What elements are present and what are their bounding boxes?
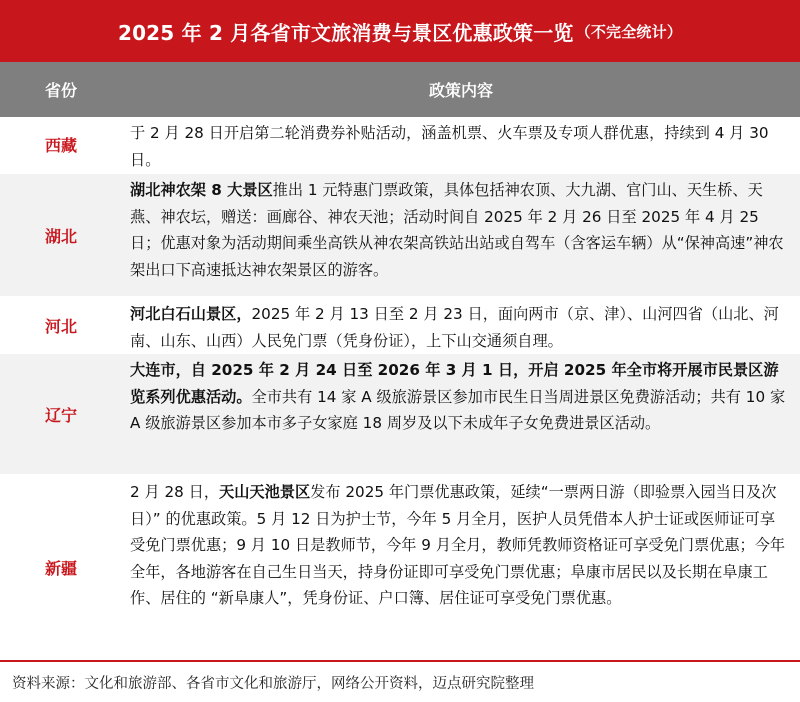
province-cell: 西藏 <box>44 136 77 155</box>
header-province: 省份 <box>44 81 77 100</box>
policy-highlight: 湖北神农架 8 大景区 <box>130 181 273 199</box>
table-row-liaoning <box>0 354 800 476</box>
table-row-xizang <box>0 117 800 174</box>
content-cell <box>122 354 800 474</box>
content-cell <box>122 174 800 296</box>
province-cell: 河北 <box>44 316 77 336</box>
policy-text: 推出 1 元特惠门票政策，具体包括神农顶、大九湖、官门山、天生桥、天燕、神农坛，赠送：画廊谷、神农天池；活动时间自 2025 年 2 月 26 日至 2025 年 4 月 25 日；优惠对象为活动期间乘坐高铁从神农架高铁站出站或自驾车（含客运车辆）从“保神高速”神农架出口下高速抵达神农架景区的游客。 <box>130 181 784 279</box>
table-title <box>0 0 800 62</box>
policy-text: 发布 2025 年门票优惠政策，延续“一票两日游（即验票入园当日及次日）” 的优惠政策。5 月 12 日为护士节，今年 5 月全月，医护人员凭借本人护士证或医师证可享受免门票优惠；9 月 10 日是教师节，今年 9 月全月，教师凭教师资格证可享受免门票优惠；今年全年，各地游客在自己生日当天，持身份证即可享受免门票优惠；阜康市居民以及长期在阜康工作、居住的 “新阜康人”，凭身份证、户口簿、居住证可享受免门票优惠。 <box>130 483 786 607</box>
policy-text: 2 月 28 日， <box>130 483 220 501</box>
policy-text: 于 2 月 28 日开启第二轮消费券补贴活动，涵盖机票、火车票及专项人群优惠，持续到 4 月 30 日。 <box>130 124 769 169</box>
policy-highlight: 河北白石山景区， <box>130 305 252 323</box>
table-header <box>0 62 800 117</box>
content-cell <box>122 298 800 352</box>
table-row-xinjiang <box>0 476 800 660</box>
table-row-hebei <box>0 298 800 354</box>
province-cell: 湖北 <box>44 226 77 246</box>
policy-text: 全市共有 14 家 A 级旅游景区参加市民生日当周进景区免费游活动；共有 10 家 A 级旅游景区参加本市多子女家庭 18 周岁及以下未成年子女免费进景区活动。 <box>130 387 786 432</box>
policy-text: 2025 年 2 月 13 日至 2 月 23 日，面向两市（京、津）、山河四省（山北、河南、山东、山西）人民免门票（凭身份证），上下山交通须自理。 <box>130 305 779 350</box>
policy-highlight: 大连市，自 2025 年 2 月 24 日至 2026 年 3 月 1 日，开启 2025 年全市将开展市民景区游览系列优惠活动。 <box>130 361 779 406</box>
content-cell <box>122 117 800 172</box>
province-cell: 辽宁 <box>44 405 77 425</box>
table-row-hubei <box>0 174 800 298</box>
source-note: 资料来源：文化和旅游部、各省市文化和旅游厅，网络公开资料，迈点研究院整理 <box>0 660 800 702</box>
province-cell: 新疆 <box>44 558 77 578</box>
title-note: （不完全统计） <box>575 22 683 41</box>
header-content: 政策内容 <box>428 81 493 100</box>
policy-highlight: 天山天池景区 <box>219 483 311 501</box>
content-cell <box>122 476 800 658</box>
title-main: 2025 年 2 月各省市文旅消费与景区优惠政策一览 <box>117 20 574 45</box>
